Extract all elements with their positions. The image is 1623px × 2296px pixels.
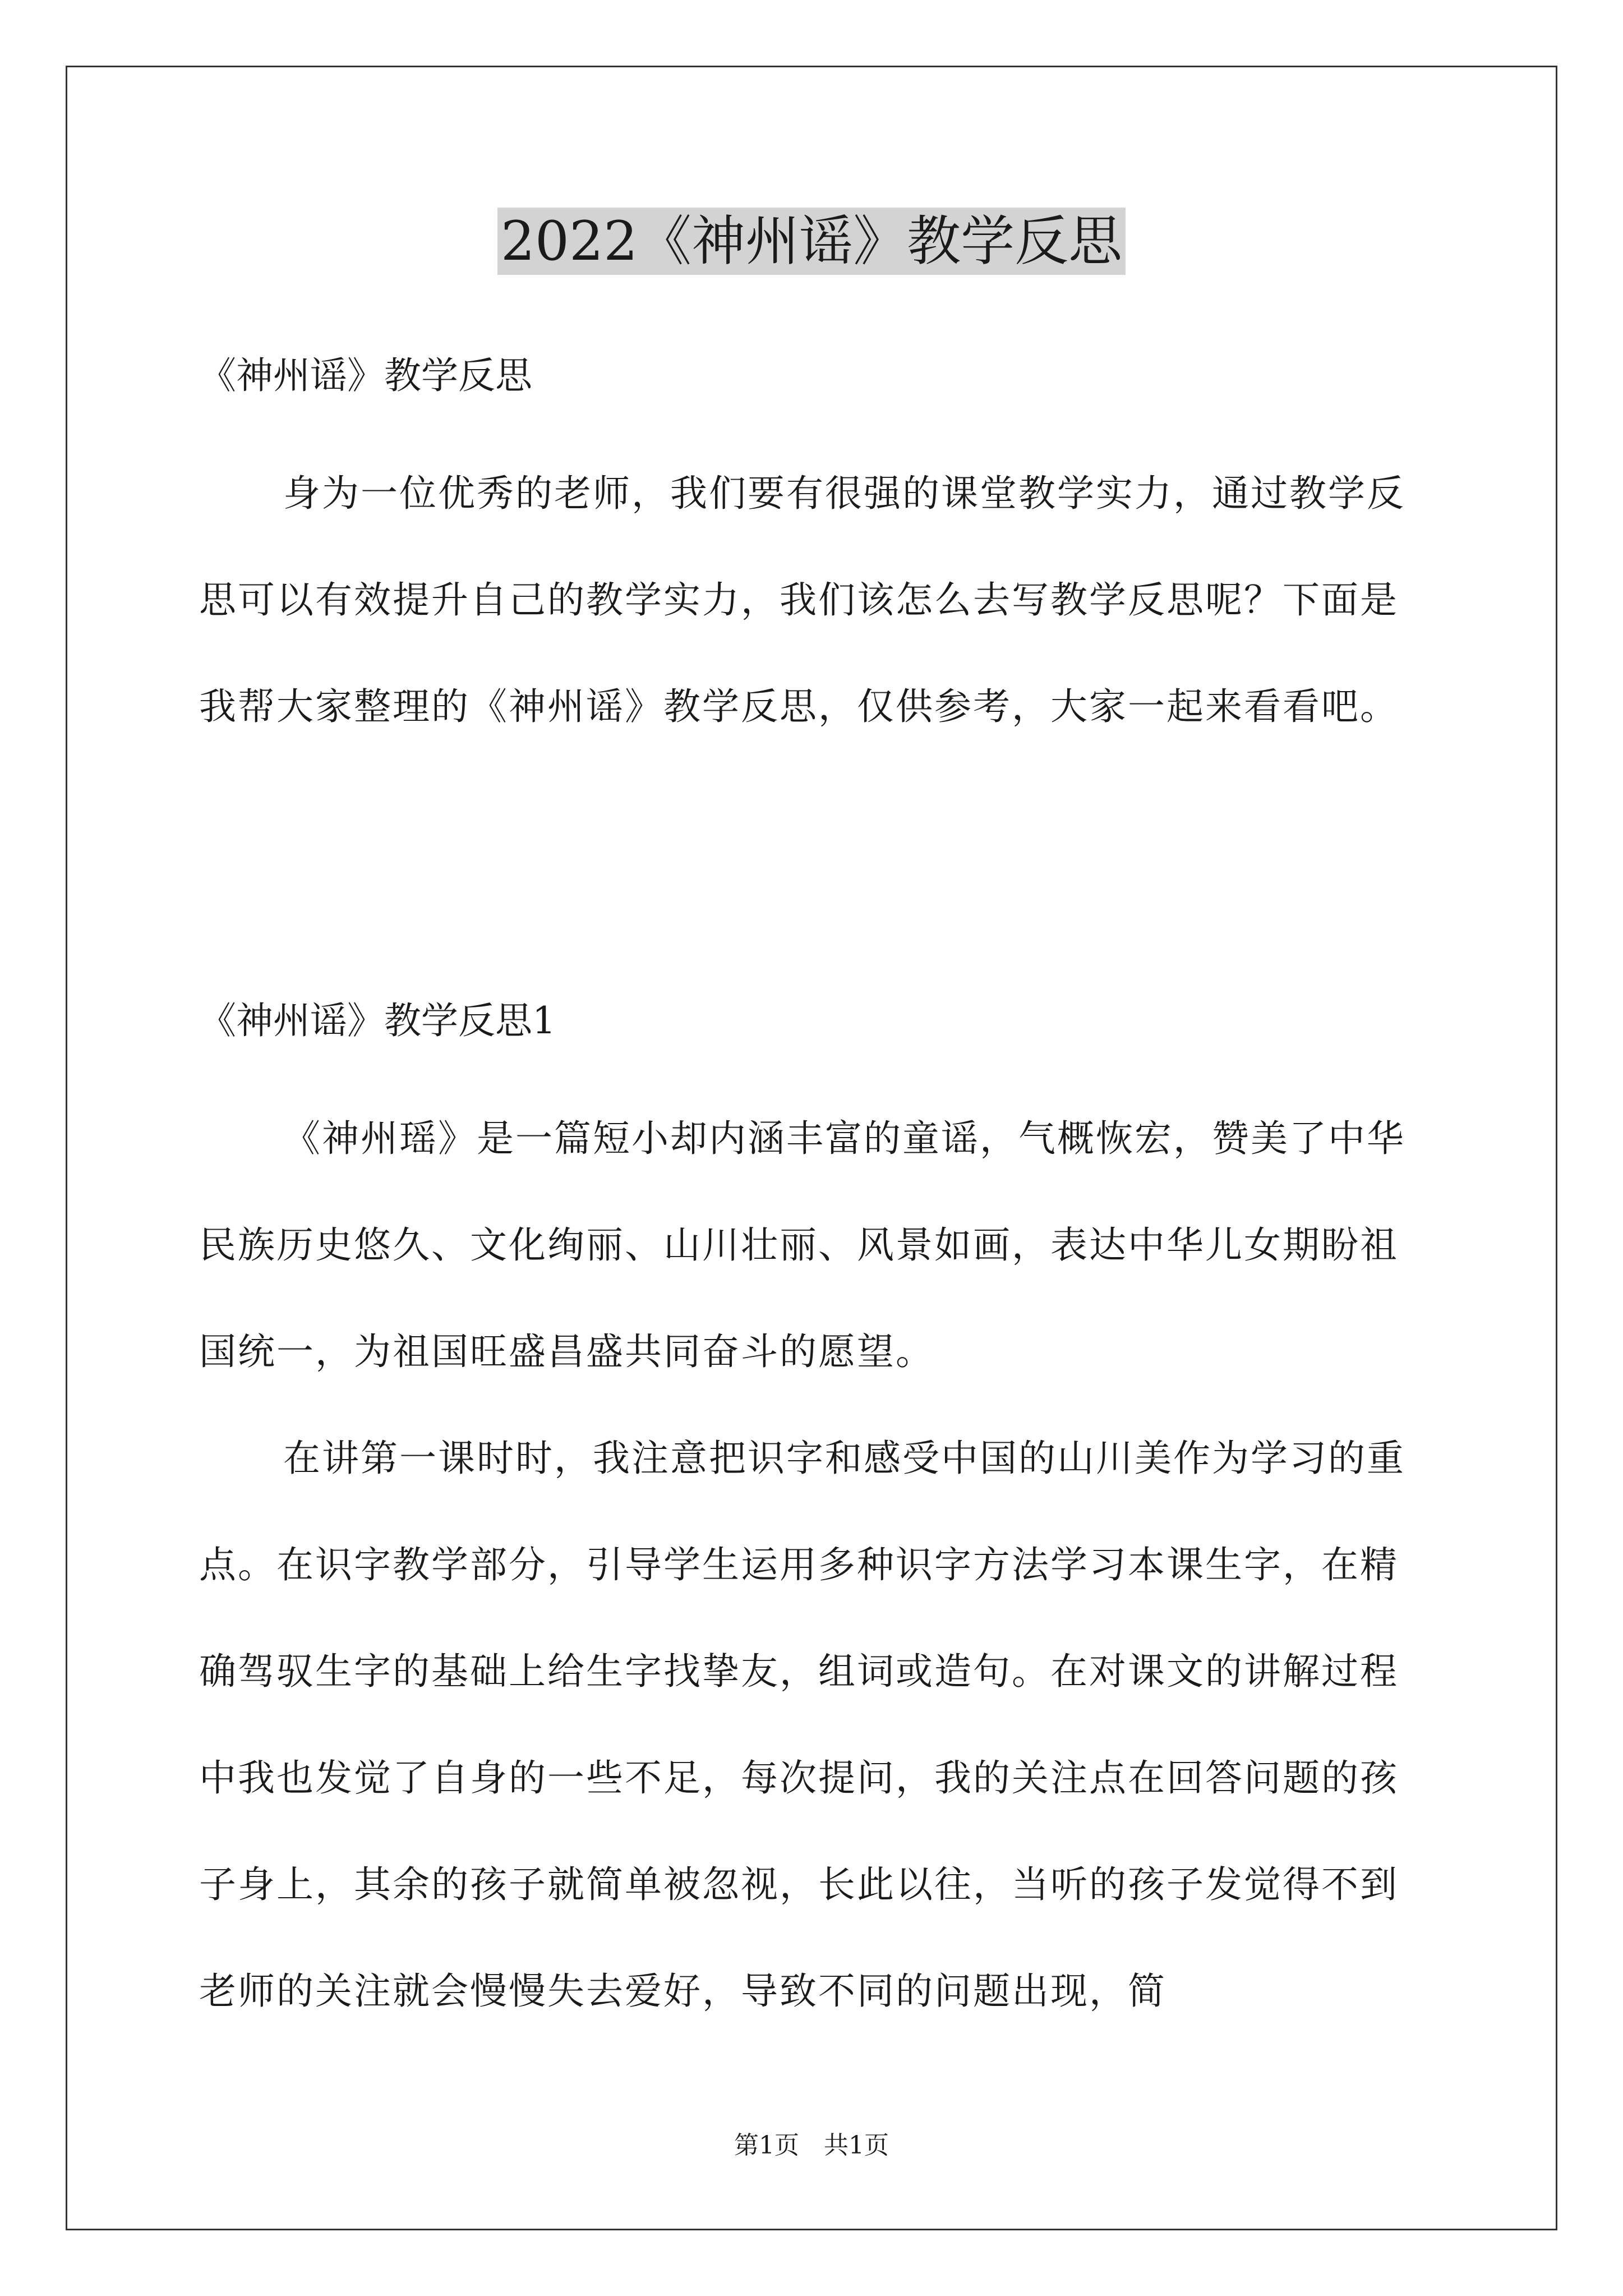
document-title-text: 2022《神州谣》教学反思 bbox=[497, 208, 1126, 275]
section-heading-1: 《神州谣》教学反思1 bbox=[199, 999, 556, 1042]
document-title bbox=[0, 205, 1623, 278]
page-footer: 第1页 共1页 bbox=[734, 2131, 889, 2160]
intro-paragraph: 身为一位优秀的老师，我们要有很强的课堂教学实力，通过教学反思可以有效提升自己的教学实力，我们该怎么去写教学反思呢？下面是我帮大家整理的《神州谣》教学反思，仅供参考，大家一起来看看吧。 bbox=[199, 472, 1405, 728]
paragraph-1: 《神州瑶》是一篇短小却内涵丰富的童谣，气概恢宏，赞美了中华民族历史悠久、文化绚丽、山川壮丽、风景如画，表达中华儿女期盼祖国统一，为祖国旺盛昌盛共同奋斗的愿望。 bbox=[199, 1117, 1405, 1373]
paragraph-2: 在讲第一课时时，我注意把识字和感受中国的山川美作为学习的重点。在识字教学部分，引导学生运用多种识字方法学习本课生字，在精确驾驭生字的基础上给生字找挚友，组词或造句。在对课文的讲解过程中我也发觉了自身的一些不足，每次提问，我的关注点在回答问题的孩子身上，其余的孩子就简单被忽视，长此以往，当听的孩子发觉得不到老师的关注就会慢慢失去爱好，导致不同的问题出现，简 bbox=[199, 1437, 1405, 2013]
document-subtitle: 《神州谣》教学反思 bbox=[199, 354, 532, 397]
